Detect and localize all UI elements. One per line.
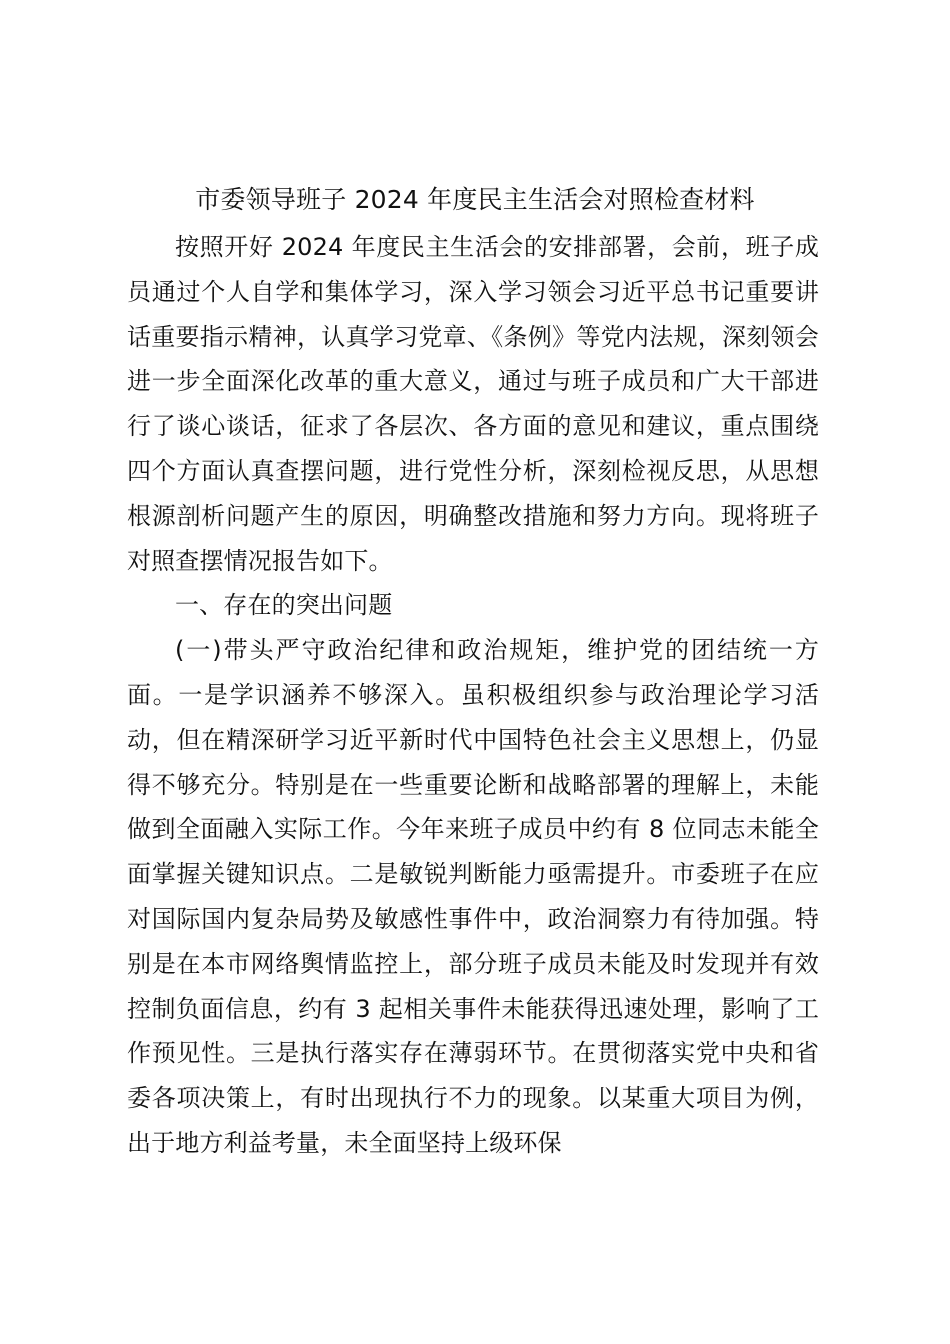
section-heading: 一、存在的突出问题 [175, 591, 393, 620]
section-paragraph: (一)带头严守政治纪律和政治规矩，维护党的团结统一方面。一是学识涵养不够深入。虽积极组织参与政治理论学习活动，但在精深研学习近平新时代中国特色社会主义思想上，仍显得不够充分。特别是在一些重要论断和战略部署的理解上，未能做到全面融入实际工作。今年来班子成员中约有 8 位同志未能全面掌握关键知识点。二是敏锐判断能力亟需提升。市委班子在应对国际国内复杂局势及敏感性事件中，政治洞察力有待加强。特别是在本市网络舆情监控上，部分班子成员未能及时发现并有效控制负面信息，约有 3 起相关事件未能获得迅速处理，影响了工作预见性。三是执行落实存在薄弱环节。在贯彻落实党中央和省委各项决策上，有时出现执行不力的现象。以某重大项目为例，出于地方利益考量，未全面坚持上级环保 [127, 636, 819, 1157]
intro-paragraph: 按照开好 2024 年度民主生活会的安排部署，会前，班子成员通过个人自学和集体学习，深入学习领会习近平总书记重要讲话重要指示精神，认真学习党章、《条例》等党内法规，深刻领会进一步全面深化改革的重大意义，通过与班子成员和广大干部进行了谈心谈话，征求了各层次、各方面的意见和建议，重点围绕四个方面认真查摆问题，进行党性分析，深刻检视反思，从思想根源剖析问题产生的原因，明确整改措施和努力方向。现将班子对照查摆情况报告如下。 [127, 233, 819, 575]
document-body [127, 225, 819, 1166]
document-title: 市委领导班子 2024 年度民主生活会对照检查材料 [195, 185, 755, 214]
